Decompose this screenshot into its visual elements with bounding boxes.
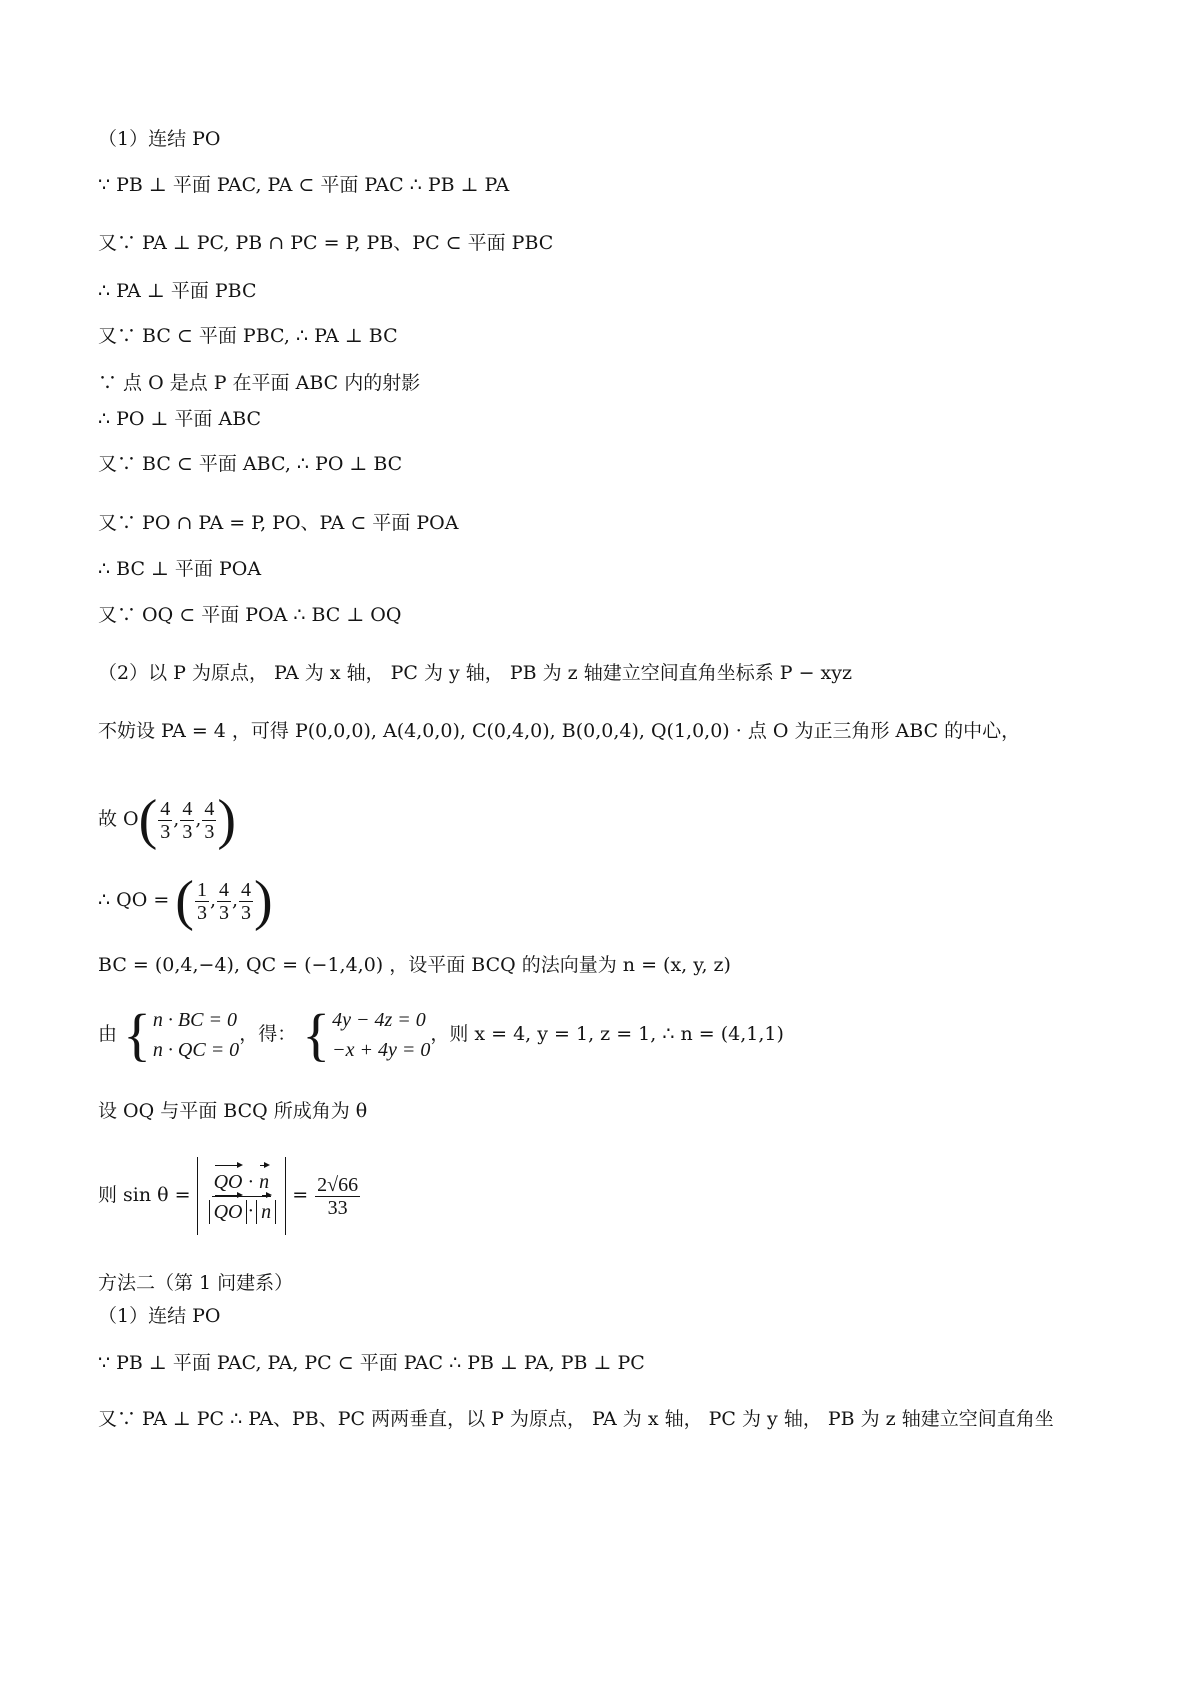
fraction: $\frac{4}{3}$ [160, 797, 171, 843]
line-10: ∴ BC ⊥ 平面 POA [98, 558, 262, 580]
fraction: $\frac{4}{3}$ [204, 797, 215, 843]
system-line [98, 1004, 784, 1065]
sin-result: $\frac{2√66}{33}$ [317, 1173, 359, 1219]
line-m2-1: （1）连结 PO [98, 1305, 221, 1327]
method-two-heading: 方法二（第 1 问建系） [98, 1272, 294, 1294]
line-4: ∴ PA ⊥ 平面 PBC [98, 280, 257, 302]
equation-system-1: { n · BC = 0 n · QC = 0 [123, 1002, 240, 1067]
line-3: 又∵ PA ⊥ PC, PB ∩ PC = P, PB、PC ⊂ 平面 PBC [98, 232, 554, 254]
system-label: 由 [98, 1023, 118, 1045]
vector-qo-label: ∴ QO = [98, 889, 170, 911]
system-result: ，则 x = 4, y = 1, z = 1, ∴ n = (4,1,1) [430, 1023, 784, 1045]
line-13: 不妨设 PA = 4 ，可得 P(0,0,0), A(4,0,0), C(0,4,0), B(0,0,4), Q(1,0,0) · 点 O 为正三角形 ABC 的中心， [98, 720, 1021, 742]
line-bc-qc: BC = (0,4,−4), QC = (−1,4,0) ，设平面 BCQ 的法向量为 n = (x, y, z) [98, 954, 731, 976]
line-m2-2: ∵ PB ⊥ 平面 PAC, PA, PC ⊂ 平面 PAC ∴ PB ⊥ PA, PB ⊥ PC [98, 1352, 645, 1374]
coord-o-label: 故 O [98, 808, 139, 830]
line-m2-3: 又∵ PA ⊥ PC ∴ PA、PB、PC 两两垂直，以 P 为原点， PA 为 x 轴， PC 为 y 轴， PB 为 z 轴建立空间直角坐 [98, 1408, 1054, 1430]
sin-line: 则 sin θ = QO · n QO · n = $\frac{2√66}{33}$ [98, 1155, 361, 1235]
fraction: $\frac{4}{3}$ [241, 878, 252, 924]
line-6: ∵ 点 O 是点 P 在平面 ABC 内的射影 [98, 372, 421, 394]
fraction: QO · n QO · n [205, 1168, 279, 1225]
fraction: $\frac{4}{3}$ [182, 797, 193, 843]
line-angle: 设 OQ 与平面 BCQ 所成角为 θ [98, 1100, 368, 1122]
fraction: $\frac{4}{3}$ [219, 878, 229, 924]
fraction: $\frac{1}{3}$ [196, 878, 207, 924]
abs-value [197, 1157, 287, 1235]
equation-system-2: { 4y − 4z = 0 −x + 4y = 0 [302, 1002, 431, 1067]
line-7: ∴ PO ⊥ 平面 ABC [98, 408, 262, 430]
line-2: ∵ PB ⊥ 平面 PAC, PA ⊂ 平面 PAC ∴ PB ⊥ PA [98, 174, 510, 196]
coord-o-line: 故 O( $\frac{4}{3}$ , $\frac{4}{3}$ , $\frac{4}{3}$ ) [98, 789, 237, 851]
vector-qo-line: ∴ QO = ( $\frac{1}{3}$ , $\frac{4}{3}$ , $\frac{4}{3}$ ) [98, 870, 273, 932]
line-1: （1）连结 PO [98, 128, 221, 150]
system-sep: ，得： [239, 1023, 297, 1045]
line-9: 又∵ PO ∩ PA = P, PO、PA ⊂ 平面 POA [98, 512, 459, 534]
line-11: 又∵ OQ ⊂ 平面 POA ∴ BC ⊥ OQ [98, 604, 402, 626]
line-12: （2）以 P 为原点， PA 为 x 轴， PC 为 y 轴， PB 为 z 轴建立空间直角坐标系 P − xyz [98, 662, 852, 684]
sin-label: 则 sin θ = [98, 1184, 191, 1206]
line-8: 又∵ BC ⊂ 平面 ABC, ∴ PO ⊥ BC [98, 453, 403, 475]
line-5: 又∵ BC ⊂ 平面 PBC, ∴ PA ⊥ BC [98, 325, 398, 347]
